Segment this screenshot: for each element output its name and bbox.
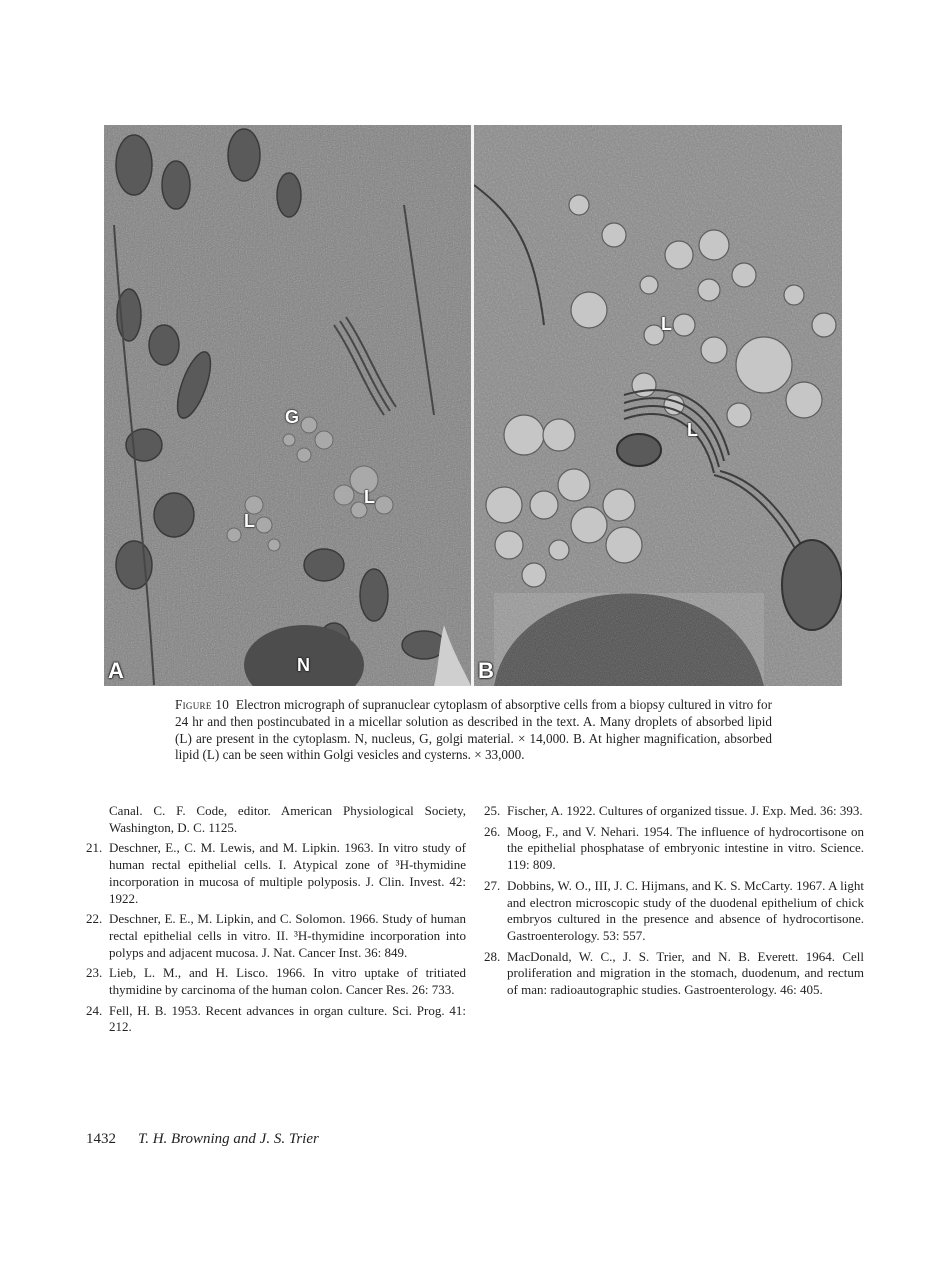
reference-item xyxy=(86,803,466,836)
label-lipid-l-a1: L xyxy=(244,511,255,531)
label-lipid-l-a2: L xyxy=(364,487,375,507)
reference-item xyxy=(86,965,466,998)
reference-text: Fischer, A. 1922. Cultures of organized tissue. J. Exp. Med. 36: 393. xyxy=(507,803,863,818)
reference-number: 21. xyxy=(86,840,103,856)
reference-item xyxy=(484,824,864,874)
micrograph-panel-a xyxy=(104,125,471,686)
reference-number: 23. xyxy=(86,965,103,981)
reference-item xyxy=(484,803,864,820)
reference-number: 25. xyxy=(484,803,501,818)
caption-figure-number: Figure 10 xyxy=(175,697,230,712)
reference-item xyxy=(484,949,864,999)
label-lipid-l-b1: L xyxy=(661,314,672,334)
label-lipid-l-b2: L xyxy=(687,420,698,440)
reference-text: Dobbins, W. O., III, J. C. Hijmans, and K. S. McCarty. 1967. A light and electron microscopic study of the duodenal epithelium of chick embryos cultured in the presence and absence of hydrocortisone. Gastroenterology. 53: 557. xyxy=(507,877,864,943)
panel-letter-a: A xyxy=(108,658,124,683)
reference-text: Fell, H. B. 1953. Recent advances in organ culture. Sci. Prog. 41: 212. xyxy=(109,1002,466,1035)
references-right-column xyxy=(484,803,864,1003)
caption-text: Electron micrograph of supranuclear cytoplasm of absorptive cells from a biopsy cultured in vitro for 24 hr and then postincubated in a micellar solution as described in the text. A. Many droplets of absorbed lipid (L) are present in the cytoplasm. N, nucleus, G, golgi material. × 14,000. B. At higher magnification, absorbed lipid (L) can be seen within Golgi vesicles and cysterns. × 33,000. xyxy=(175,697,772,763)
figure-10 xyxy=(104,125,842,686)
reference-item xyxy=(86,911,466,961)
figure-caption xyxy=(175,697,772,764)
running-authors: T. H. Browning and J. S. Trier xyxy=(138,1131,319,1147)
reference-text: Deschner, E., C. M. Lewis, and M. Lipkin. 1963. In vitro study of human rectal epithelial cells. I. Atypical zone of ³H-thymidine incorporation in mucosa of multiple polyposis. J. Clin. Invest. 42: 1922. xyxy=(109,840,466,906)
reference-text: Canal. C. F. Code, editor. American Physiological Society, Washington, D. C. 1125. xyxy=(109,803,466,835)
reference-text: Moog, F., and V. Nehari. 1954. The influence of hydrocortisone on the epithelial phosphatase of embryonic intestine in vitro. Science. 119: 809. xyxy=(507,823,864,873)
label-golgi-g: G xyxy=(285,407,300,427)
page-footer xyxy=(86,1131,319,1148)
micrograph-panel-b xyxy=(474,125,842,686)
references-left-column xyxy=(86,803,466,1040)
micrograph-b-image xyxy=(474,125,842,686)
panel-letter-b: B xyxy=(478,658,494,683)
micrograph-a-image xyxy=(104,125,471,686)
reference-text: Lieb, L. M., and H. Lisco. 1966. In vitro uptake of tritiated thymidine by carcinoma of the human colon. Cancer Res. 26: 733. xyxy=(109,965,466,998)
reference-number: 27. xyxy=(484,877,501,893)
reference-item xyxy=(86,1003,466,1036)
reference-number: 22. xyxy=(86,911,103,927)
page-number: 1432 xyxy=(86,1131,116,1147)
reference-text: MacDonald, W. C., J. S. Trier, and N. B. Everett. 1964. Cell proliferation and migration in the stomach, duodenum, and rectum of man: radioautographic studies. Gastroenterology. 46: 405. xyxy=(507,948,864,998)
reference-number: 24. xyxy=(86,1002,103,1018)
reference-number: 28. xyxy=(484,948,501,964)
reference-item xyxy=(484,878,864,945)
reference-item xyxy=(86,840,466,907)
reference-number: 26. xyxy=(484,823,501,839)
reference-text: Deschner, E. E., M. Lipkin, and C. Solomon. 1966. Study of human rectal epithelial cells in vitro. II. ³H-thymidine incorporation into polyps and adjacent mucosa. J. Nat. Cancer Inst. 36: 849. xyxy=(109,911,466,960)
label-nucleus-n: N xyxy=(297,655,310,675)
